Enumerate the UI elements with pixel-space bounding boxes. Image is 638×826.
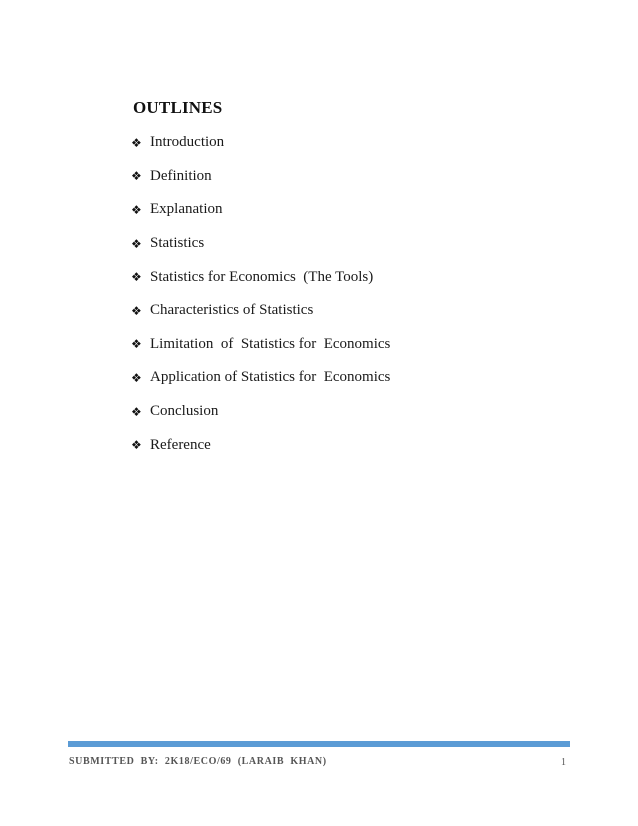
list-item bbox=[131, 160, 390, 194]
diamond-bullet-icon: ❖ bbox=[131, 404, 142, 419]
list-item bbox=[131, 193, 390, 227]
diamond-bullet-icon: ❖ bbox=[131, 202, 142, 217]
list-item-label: Definition bbox=[150, 167, 212, 184]
diamond-bullet-icon: ❖ bbox=[131, 169, 142, 184]
diamond-bullet-icon: ❖ bbox=[131, 438, 142, 453]
diamond-bullet-icon: ❖ bbox=[131, 270, 142, 285]
list-item-label: Explanation bbox=[150, 201, 223, 218]
list-item-label: Conclusion bbox=[150, 403, 219, 420]
list-item bbox=[131, 294, 390, 328]
list-item-label: Application of Statistics for Economics bbox=[150, 369, 391, 386]
list-item-label: Characteristics of Statistics bbox=[150, 302, 314, 319]
list-item bbox=[131, 260, 390, 294]
list-item-label: Reference bbox=[150, 436, 211, 453]
page-title: OUTLINES bbox=[133, 98, 223, 117]
list-item bbox=[131, 361, 390, 395]
outline-list bbox=[131, 126, 390, 462]
list-item-label: Limitation of Statistics for Economics bbox=[150, 335, 391, 352]
diamond-bullet-icon: ❖ bbox=[131, 337, 142, 352]
diamond-bullet-icon: ❖ bbox=[131, 303, 142, 318]
list-item bbox=[131, 328, 390, 362]
list-item bbox=[131, 227, 390, 261]
list-item-label: Statistics bbox=[150, 235, 205, 252]
list-item-label: Introduction bbox=[150, 134, 225, 151]
footer-divider-bar bbox=[68, 741, 570, 747]
diamond-bullet-icon: ❖ bbox=[131, 135, 142, 150]
list-item bbox=[131, 428, 390, 462]
list-item bbox=[131, 395, 390, 429]
list-item bbox=[131, 126, 390, 160]
diamond-bullet-icon: ❖ bbox=[131, 370, 142, 385]
diamond-bullet-icon: ❖ bbox=[131, 236, 142, 251]
list-item-label: Statistics for Economics (The Tools) bbox=[150, 268, 374, 285]
page-number: 1 bbox=[561, 757, 566, 768]
footer-submitted-by: SUBMITTED BY: 2K18/ECO/69 (LARAIB KHAN) bbox=[69, 756, 327, 767]
